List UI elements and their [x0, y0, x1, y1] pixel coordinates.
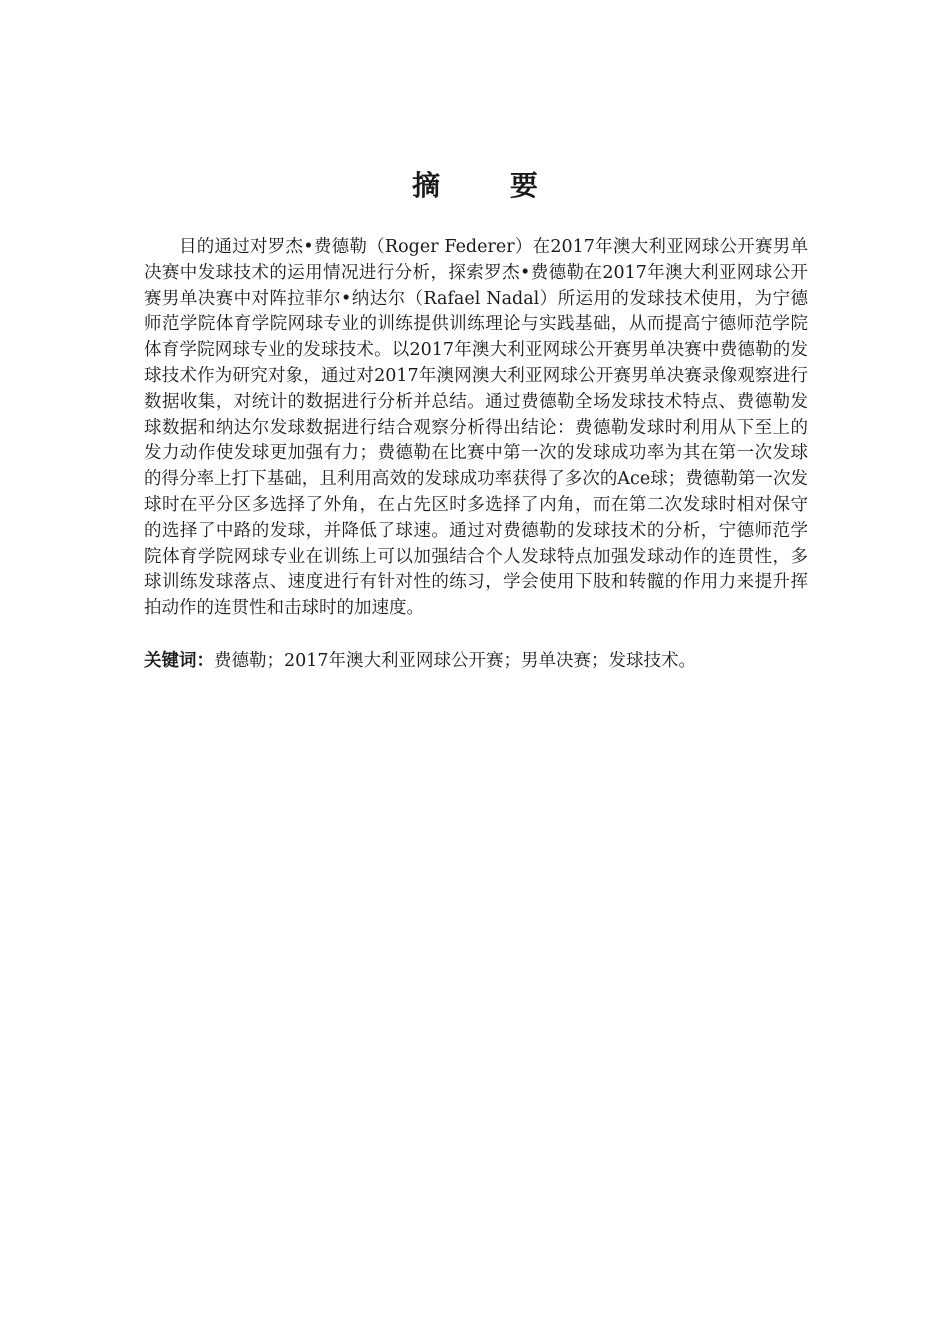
keywords-label: 关键词： [144, 651, 214, 671]
page-title: 摘 要 [412, 169, 568, 202]
keywords-text: 费德勒；2017年澳大利亚网球公开赛；男单决赛；发球技术。 [214, 651, 697, 671]
abstract-body: 目的通过对罗杰•费德勒（Roger Federer）在2017年澳大利亚网球公开赛男单决赛中发球技术的运用情况进行分析，探索罗杰•费德勒在2017年澳大利亚网球公开赛男单决赛中对阵拉菲尔•纳达尔（Rafael Nadal）所运用的发球技术使用，为宁德师范学院体育学院网球专业的训练提供训练理论与实践基础，从而提高宁德师范学院体育学院网球专业的发球技术。以2017年澳大利亚网球公开赛男单决赛中费德勒的发球技术作为研究对象，通过对2017年澳网澳大利亚网球公开赛男单决赛录像观察进行数据收集，对统计的数据进行分析并总结。通过费德勒全场发球技术特点、费德勒发球数据和纳达尔发球数据进行结合观察分析得出结论：费德勒发球时利用从下至上的发力动作使发球更加强有力；费德勒在比赛中第一次的发球成功率为其在第一次发球的得分率上打下基础，且利用高效的发球成功率获得了多次的Ace球；费德勒第一次发球时在平分区多选择了外角，在占先区时多选择了内角，而在第二次发球时相对保守的选择了中路的发球，并降低了球速。通过对费德勒的发球技术的分析，宁德师范学院体育学院网球专业在训练上可以加强结合个人发球特点加强发球动作的连贯性，多球训练发球落点、速度进行有针对性的练习，学会使用下肢和转髋的作用力来提升挥拍动作的连贯性和击球时的加速度。 [144, 237, 808, 619]
keywords-line [144, 648, 808, 674]
